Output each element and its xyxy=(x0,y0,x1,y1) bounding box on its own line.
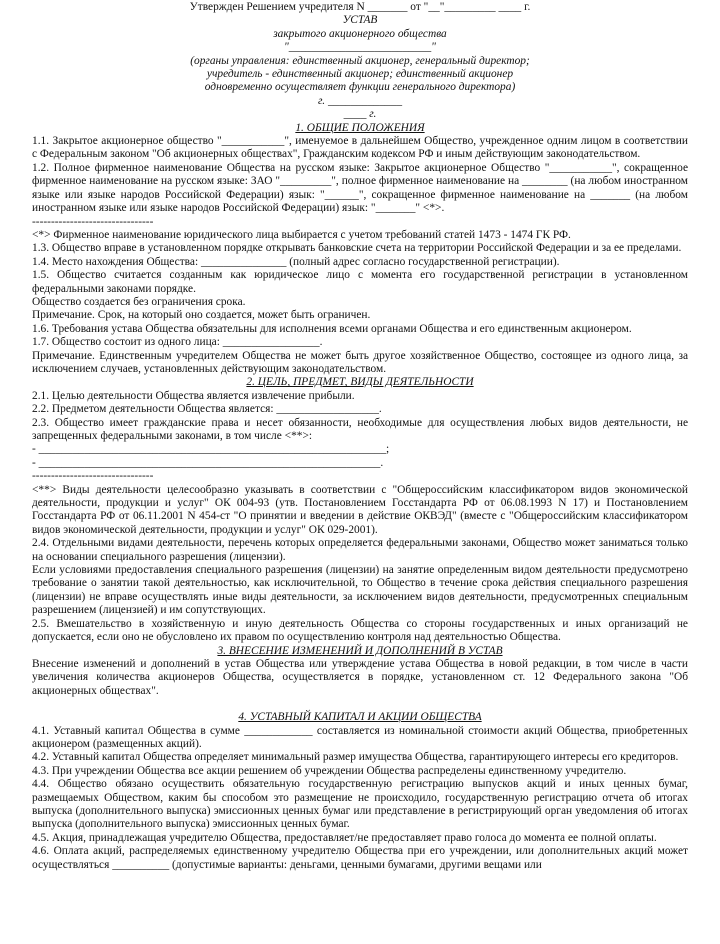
footnote-separator: -------------------------------- xyxy=(32,215,154,228)
footnote: <**> Виды деятельности целесообразно указывать в соответствии с "Общероссийским классификатором видов экономической деятельности, продукции и услуг" ОК 004-93 (утв. Постановлением Госстандарта РФ от 06.08.1993 N 17) и Постановлением Госстандарта РФ от 06.11.2001 N 454-ст "О принятии и введении в действие ОКВЭД" (вместе с "Общероссийским классификатором видов экономической деятельности, продукции и услуг" ОК 029-2001). xyxy=(32,483,688,536)
company-name-blank: "_________________________" xyxy=(284,41,436,54)
paragraph: 1.3. Общество вправе в установленном порядке открывать банковские счета на территории Российской Федерации и за ее пределами. xyxy=(32,242,682,255)
city-line: г. _____________ xyxy=(317,94,403,107)
management-note-1: (органы управления: единственный акционер, генеральный директор; xyxy=(190,54,530,67)
paragraph: 1.1. Закрытое акционерное общество "___________", именуемое в дальнейшем Общество, учрежденное одним лицом в соответствии с Федеральным законом "Об акционерных обществах", Гражданским кодексом РФ и иным действующим законодательством. xyxy=(32,135,688,161)
paragraph: Примечание. Срок, на который оно создается, может быть ограничен. xyxy=(32,309,371,322)
year-line: ____ г. xyxy=(343,108,377,121)
paragraph: 4.5. Акция, принадлежащая учредителю Общества, предоставляет/не предоставляет право голоса до момента ее полной оплаты. xyxy=(32,831,657,844)
paragraph: 4.2. Уставный капитал Общества определяет минимальный размер имущества Общества, гарантирующего интересы его кредиторов. xyxy=(32,751,679,764)
footnote: <*> Фирменное наименование юридического лица выбирается с учетом требований статей 1473 - 1474 ГК РФ. xyxy=(32,228,571,241)
doc-subtitle: закрытого акционерного общества xyxy=(273,27,447,40)
paragraph: 1.2. Полное фирменное наименование Общества на русском языке: Закрытое акционерное Общество "___________", сокращенное фирменное наименование на русском языке: ЗАО "_________", полное фирменное наименование на ________ (на любом иностранном языке или языке народов Российской Федерации) язык: "______", сокращенное фирменное наименование на _______ (на любом иностранном языке или языке народов Российской Федерации) язык: "_______" <*>. xyxy=(32,161,688,215)
management-note-2: учредитель - единственный акционер; единственный акционер xyxy=(206,68,514,81)
spacer xyxy=(32,698,688,711)
paragraph: 2.3. Общество имеет гражданские права и несет обязанности, необходимые для осуществления любых видов деятельности, не запрещенных федеральными законами, в том числе <**>: xyxy=(32,416,688,442)
paragraph: Общество создается без ограничения срока. xyxy=(32,295,246,308)
paragraph: Если условиями предоставления специального разрешения (лицензии) на занятие определенным видом деятельности предусмотрено требование о занятии такой деятельностью, как исключительной, то Общество в течение срока действия специального разрешения (лицензии) не вправе осуществлять иные виды деятельности, за исключением видов деятельности, предусмотренных специальным разрешением (лицензией) и им сопутствующих. xyxy=(32,564,688,617)
paragraph: Примечание. Единственным учредителем Общества не может быть другое хозяйственное Общество, состоящее из одного лица, за исключением случаев, установленных действующим законодательством. xyxy=(32,349,688,375)
section-heading: 3. ВНЕСЕНИЕ ИЗМЕНЕНИЙ И ДОПОЛНЕНИЙ В УСТАВ xyxy=(217,644,503,657)
section-heading: 4. УСТАВНЫЙ КАПИТАЛ И АКЦИИ ОБЩЕСТВА xyxy=(238,711,482,724)
footnote-separator: -------------------------------- xyxy=(32,470,154,483)
list-item: - _____________________________________________________________; xyxy=(32,443,390,456)
paragraph: 4.4. Общество обязано осуществить обязательную государственную регистрацию выпусков акций и иных ценных бумаг, размещаемых Обществом, каким бы способом это размещение не происходило, государственную регистрацию отчета об итогах выпуска (дополнительного выпуска) эмиссионных ценных бумаг или представление в регистрирующий орган уведомления об итогах выпуска (дополнительного выпуска) эмиссионных ценных бумаг. xyxy=(32,778,688,831)
doc-title: УСТАВ xyxy=(342,14,378,27)
paragraph: 1.5. Общество считается созданным как юридическое лицо с момента его государственной регистрации в установленном федеральными законами порядке. xyxy=(32,269,688,295)
section-heading: 1. ОБЩИЕ ПОЛОЖЕНИЯ xyxy=(295,121,425,134)
paragraph: 2.1. Целью деятельности Общества является извлечение прибыли. xyxy=(32,389,355,402)
paragraph: Внесение изменений и дополнений в устав Общества или утверждение устава Общества в новой редакции, в том числе в части увеличения количества акционеров Общества, осуществляется в порядке, установленном ст. 12 Федерального закона "Об акционерных обществах". xyxy=(32,657,688,697)
paragraph: 4.3. При учреждении Общества все акции решением об учреждении Общества распределены единственному учредителю. xyxy=(32,764,627,777)
paragraph: 4.6. Оплата акций, распределяемых единственному учредителю Общества при его учреждении, или дополнительных акций может осуществляться __________ (допустимые варианты: деньгами, ценными бумагами, другими вещами или xyxy=(32,845,688,871)
paragraph: 2.5. Вмешательство в хозяйственную и иную деятельность Общества со стороны государственных и иных организаций не допускается, если оно не обусловлено их правом по осуществлению контроля над деятельностью Общества. xyxy=(32,617,688,644)
paragraph: 1.7. Общество состоит из одного лица: _________________. xyxy=(32,336,323,349)
management-note-3: одновременно осуществляет функции генерального директора) xyxy=(204,81,516,94)
paragraph: 2.4. Отдельными видами деятельности, перечень которых определяется федеральными законами, Общество может заниматься только на основании специального разрешения (лицензии). xyxy=(32,537,688,563)
approval-line: Утвержден Решением учредителя N _______ от "__"_________ ____ г. xyxy=(189,1,531,13)
list-item: - ____________________________________________________________. xyxy=(32,456,384,469)
paragraph: 1.6. Требования устава Общества обязательны для исполнения всеми органами Общества и его единственным акционером. xyxy=(32,322,632,335)
paragraph: 4.1. Уставный капитал Общества в сумме ____________ составляется из номинальной стоимости акций Общества, приобретенных акционером (размещенных акций). xyxy=(32,724,688,750)
paragraph: 2.2. Предметом деятельности Общества является: __________________. xyxy=(32,403,382,416)
section-heading: 2. ЦЕЛЬ, ПРЕДМЕТ, ВИДЫ ДЕЯТЕЛЬНОСТИ xyxy=(246,376,474,389)
paragraph: 1.4. Место нахождения Общества: _______________ (полный адрес согласно государственной регистрации). xyxy=(32,255,560,268)
